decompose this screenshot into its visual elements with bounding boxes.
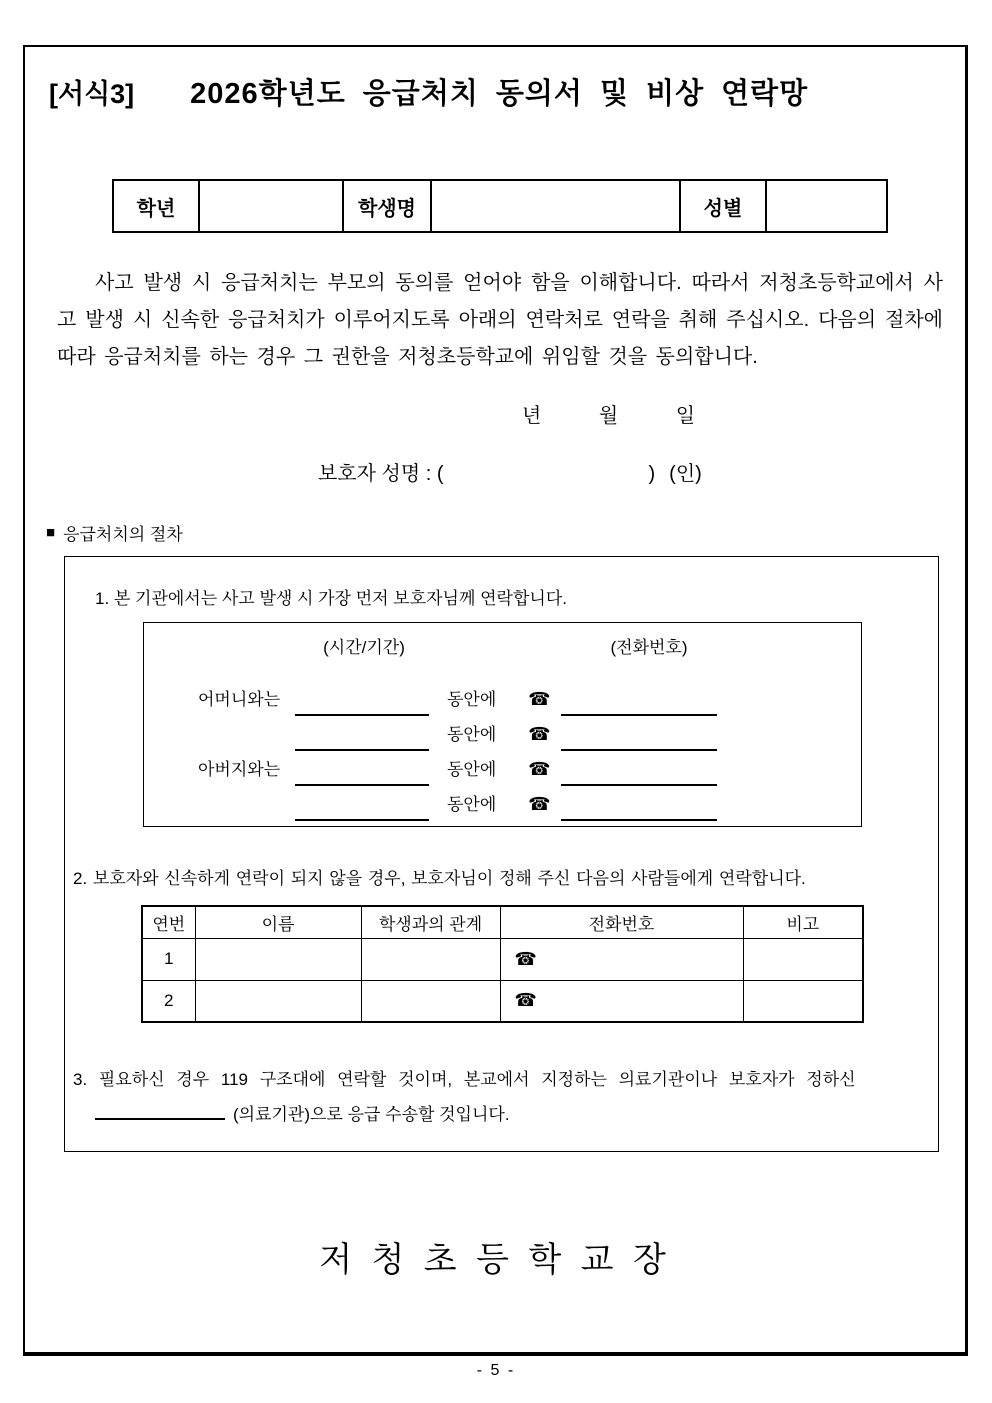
procedure-item-3-line2 <box>73 1097 933 1132</box>
title-row <box>49 71 808 112</box>
emergency-contacts-table <box>141 905 864 1023</box>
contacts-header-row <box>142 906 863 938</box>
square-bullet-icon: ■ <box>46 524 56 541</box>
during-label: 동안에 <box>447 690 497 709</box>
col-header-name: 이름 <box>195 906 361 938</box>
gender-input-cell[interactable] <box>766 180 887 232</box>
procedure-item-2: 2. 보호자와 신속하게 연락이 되지 않을 경우, 보호자님이 정해 주신 다음의 사람들에게 연락합니다. <box>73 869 806 888</box>
contact-2-name-cell[interactable] <box>195 980 361 1022</box>
contact-1-note-cell[interactable] <box>743 938 863 980</box>
form-number-tag: [서식3] <box>49 79 135 109</box>
father-time-blank[interactable] <box>295 770 429 786</box>
contact-row-2 <box>142 980 863 1022</box>
student-info-table <box>112 179 888 233</box>
during-label: 동안에 <box>447 795 497 814</box>
guardian-name-label: 보호자 성명 : ( <box>318 463 444 485</box>
schedule-row-father-2 <box>144 790 861 825</box>
schedule-row-mother-2 <box>144 720 861 755</box>
phone-icon: ☎ <box>514 990 537 1011</box>
col-header-relation: 학생과의 관계 <box>361 906 500 938</box>
contact-row-1 <box>142 938 863 980</box>
mother-label: 어머니와는 <box>198 690 281 709</box>
medical-facility-text: (의료기관)으로 응급 수송할 것입니다. <box>233 1105 510 1124</box>
contact-schedule-box <box>143 622 862 827</box>
father-time-blank-2[interactable] <box>295 805 429 821</box>
mother-time-blank[interactable] <box>295 700 429 716</box>
date-day-label: 일 <box>675 405 696 427</box>
contact-1-phone-cell[interactable] <box>500 938 743 980</box>
during-label: 동안에 <box>447 725 497 744</box>
procedure-item-3-line1: 3. 필요하신 경우 119 구조대에 연락할 것이며, 본교에서 지정하는 의료기관이나 보호자가 정하신 <box>73 1070 856 1089</box>
phone-icon: ☎ <box>514 948 537 969</box>
guardian-signature-line <box>318 457 702 486</box>
consent-paragraph: 사고 발생 시 응급처치는 부모의 동의를 얻어야 함을 이해합니다. 따라서 저청초등학교에서 사고 발생 시 신속한 응급처치가 이루어지도록 아래의 연락처로 연락을 취해 주십시오. 다음의 절차에 따라 응급처치를 하는 경우 그 권한을 저청초등학교에 위임할 것을 동의합니다. <box>57 272 943 368</box>
contact-2-phone-cell[interactable] <box>500 980 743 1022</box>
col-header-note: 비고 <box>743 906 863 938</box>
form-border-box <box>23 45 968 1356</box>
phone-icon: ☎ <box>528 724 551 744</box>
student-name-label: 학생명 <box>343 180 431 232</box>
father-label: 아버지와는 <box>198 760 281 779</box>
page-title: 2026학년도 응급처치 동의서 및 비상 연락망 <box>190 78 809 110</box>
schedule-row-father <box>144 755 861 790</box>
col-header-phone: 전화번호 <box>500 906 743 938</box>
contact-2-relation-cell[interactable] <box>361 980 500 1022</box>
date-line <box>522 399 695 428</box>
schedule-rows <box>144 685 861 825</box>
gender-label: 성별 <box>680 180 766 232</box>
grade-input-cell[interactable] <box>199 180 343 232</box>
contact-2-number: 2 <box>142 980 195 1022</box>
mother-phone-blank[interactable] <box>561 700 717 716</box>
phone-number-column-header: (전화번호) <box>610 638 688 657</box>
page-number: - 5 - <box>476 1362 516 1379</box>
principal-signature: 저 청 초 등 학 교 장 <box>319 1241 671 1279</box>
father-phone-blank[interactable] <box>561 770 717 786</box>
father-phone-blank-2[interactable] <box>561 805 717 821</box>
mother-phone-blank-2[interactable] <box>561 735 717 751</box>
grade-label: 학년 <box>113 180 199 232</box>
student-name-input-cell[interactable] <box>431 180 680 232</box>
time-period-column-header: (시간/기간) <box>323 638 405 657</box>
phone-icon: ☎ <box>528 689 551 709</box>
procedure-box <box>64 556 939 1152</box>
phone-icon: ☎ <box>528 759 551 779</box>
col-header-number: 연번 <box>142 906 195 938</box>
date-month-label: 월 <box>598 405 619 427</box>
guardian-seal-label: (인) <box>669 463 702 485</box>
contact-1-number: 1 <box>142 938 195 980</box>
procedure-section-header <box>46 520 183 545</box>
contact-1-name-cell[interactable] <box>195 938 361 980</box>
mother-time-blank-2[interactable] <box>295 735 429 751</box>
procedure-section-title: 응급처치의 절차 <box>63 525 183 544</box>
student-info-row <box>113 180 887 232</box>
procedure-item-3 <box>73 1062 933 1132</box>
during-label: 동안에 <box>447 760 497 779</box>
medical-facility-blank[interactable] <box>95 1104 225 1120</box>
contact-2-note-cell[interactable] <box>743 980 863 1022</box>
phone-icon: ☎ <box>528 794 551 814</box>
guardian-close-paren: ) <box>648 463 656 485</box>
contact-1-relation-cell[interactable] <box>361 938 500 980</box>
schedule-row-mother <box>144 685 861 720</box>
procedure-item-1: 1. 본 기관에서는 사고 발생 시 가장 먼저 보호자님께 연락합니다. <box>95 589 567 608</box>
date-year-label: 년 <box>522 405 542 427</box>
